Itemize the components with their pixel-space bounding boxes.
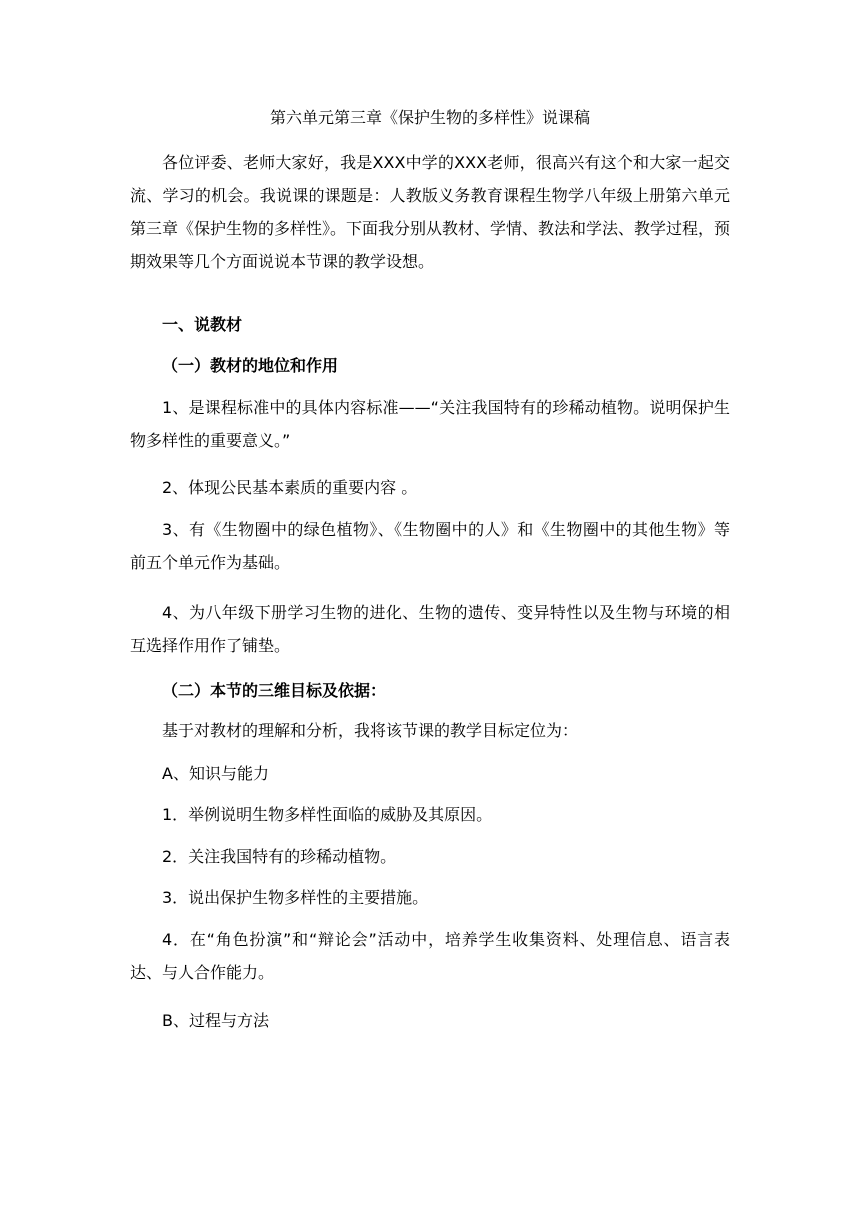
goal-a-label: A、知识与能力 <box>162 764 269 783</box>
goal-a1-line: 1．举例说明生物多样性面临的威胁及其原因。 <box>162 805 493 824</box>
goals-intro-line: 基于对教材的理解和分析，我将该节课的教学目标定位为： <box>162 721 579 740</box>
goal-b-label: B、过程与方法 <box>162 1011 269 1030</box>
document-title: 第六单元第三章《保护生物的多样性》说课稿 <box>269 108 590 127</box>
goal-a4-paragraph: 4．在“角色扮演”和“辩论会”活动中，培养学生收集资料、处理信息、语言表达、与人合作能力。 <box>130 930 730 982</box>
point-2-paragraph: 2、体现公民基本素质的重要内容 。 <box>162 478 418 497</box>
goal-a2-line: 2．关注我国特有的珍稀动植物。 <box>162 847 397 866</box>
subsection-heading-goals: （二）本节的三维目标及依据： <box>162 681 387 700</box>
intro-paragraph: 各位评委、老师大家好，我是XXX中学的XXX老师，很高兴有这个和大家一起交流、学习的机会。我说课的课题是：人教版义务教育课程生物学八年级上册第六单元第三章《保护生物的多样性》。下面我分别从教材、学情、教法和学法、教学过程，预期效果等几个方面说说本节课的教学设想。 <box>130 153 731 271</box>
point-4-paragraph: 4、为八年级下册学习生物的进化、生物的遗传、变异特性以及生物与环境的相互选择作用作了铺垫。 <box>130 603 730 655</box>
goal-a3-line: 3．说出保护生物多样性的主要措施。 <box>162 888 429 907</box>
subsection-heading-role: （一）教材的地位和作用 <box>162 356 339 375</box>
point-3-paragraph: 3、有《生物圈中的绿色植物》、《生物圈中的人》和《生物圈中的其他生物》等前五个单元作为基础。 <box>130 520 730 572</box>
point-1-paragraph: 1、是课程标准中的具体内容标准——“关注我国特有的珍稀动植物。说明保护生物多样性的重要意义。” <box>130 398 730 450</box>
section-heading-textbook: 一、说教材 <box>162 315 243 334</box>
